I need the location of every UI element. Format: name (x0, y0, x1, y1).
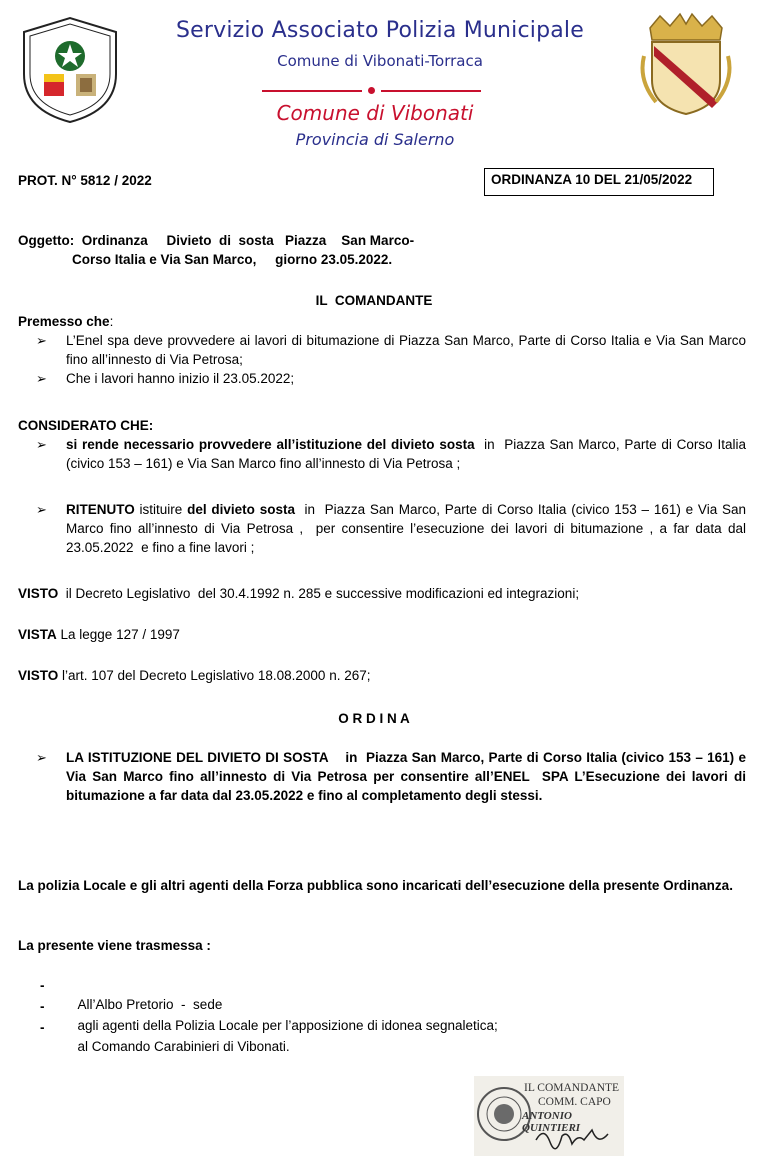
arrow-bullet-icon: ➢ (36, 437, 47, 452)
premesso-item-2-text: Che i lavori hanno inizio il 23.05.2022; (66, 371, 295, 386)
arrow-bullet-icon: ➢ (36, 750, 47, 765)
visto-art-label: VISTO (18, 668, 59, 683)
ritenuto-bold: del divieto sosta (187, 502, 295, 517)
arrow-bullet-icon: ➢ (36, 502, 47, 517)
signature-block (474, 1076, 624, 1156)
vista-text: La legge 127 / 1997 (56, 627, 180, 642)
left-logo (18, 14, 122, 126)
considerato-label: CONSIDERATO CHE: (18, 418, 154, 433)
handwritten-signature (532, 1122, 612, 1152)
dash-bullet-icon: - (40, 999, 45, 1014)
considerato-item-1-text: in Piazza San Marco, Parte di Corso Italia (civico 153 – 161) e Via San Marco fino all’innesto di Via Petrosa ; (66, 437, 750, 471)
signature-rank: COMM. CAPO (538, 1096, 611, 1108)
trasmessa-label: La presente viene trasmessa : (18, 938, 211, 953)
visto-text: il Decreto Legislativo del 30.4.1992 n. 285 e successive modificazioni ed integrazioni; (58, 586, 580, 601)
incaricati-paragraph: La polizia Locale e gli altri agenti della Forza pubblica sono incaricati dell’esecuzione della presente Ordinanza. (18, 878, 733, 893)
comandante-heading: IL COMANDANTE (315, 293, 433, 308)
premesso-label-text: Premesso che (18, 314, 110, 329)
signature-title: IL COMANDANTE (524, 1082, 620, 1094)
premesso-label: Premesso che: (18, 314, 114, 329)
protocol-number: PROT. N° 5812 / 2022 (18, 173, 152, 188)
ordinanza-reference-box: ORDINANZA 10 DEL 21/05/2022 (484, 168, 714, 196)
police-badge-icon (18, 14, 122, 126)
arrow-bullet-icon: ➢ (36, 333, 47, 348)
trasmessa-item-3 (40, 1018, 290, 1056)
visto-art-text: l’art. 107 del Decreto Legislativo 18.08.2000 n. 267; (58, 668, 371, 683)
vista-label: VISTA (18, 627, 57, 642)
arrow-bullet-icon: ➢ (36, 371, 47, 386)
ordina-item (36, 748, 750, 805)
ordina-heading: O R D I N A (338, 711, 410, 726)
trasmessa-item-1-text: All’Albo Pretorio - sede (77, 997, 223, 1012)
trasmessa-item-3-text: al Comando Carabinieri di Vibonati. (77, 1039, 290, 1054)
premesso-item-1 (36, 331, 746, 369)
considerato-item-1-bold: si rende necessario provvedere all’istituzione del divieto sosta (66, 437, 475, 452)
considerato-item-2 (36, 500, 750, 557)
ritenuto-mid: istituire (134, 502, 188, 517)
header-comune: Comune di Vibonati (276, 101, 474, 125)
considerato-item-1 (36, 435, 750, 473)
premesso-item-2 (36, 369, 746, 388)
ritenuto-text: in Piazza San Marco, Parte di Corso Italia (civico 153 – 161) e Via San Marco fino all’innesto di Via Petrosa , per consentire l’esecuzione dei lavori di bitumazione , a far data dal 23.05.2022 e fino a fine lavori ; (66, 502, 750, 555)
ordina-item-text: LA ISTITUZIONE DEL DIVIETO DI SOSTA in Piazza San Marco, Parte di Corso Italia (civico 153 – 161) e Via San Marco fino all’innesto di Via Petrosa per consentire all’ENEL SPA L’Esecuzione dei lavori di bitumazione a far data dal 23.05.2022 e fino al completamento degli stessi. (66, 750, 750, 803)
header-rule-left (262, 90, 362, 92)
header-provincia: Provincia di Salerno (295, 130, 455, 149)
vista-legge (18, 625, 180, 644)
ritenuto-label: RITENUTO (66, 502, 135, 517)
dash-bullet-icon: - (40, 978, 45, 993)
oggetto-line-2: Corso Italia e Via San Marco, giorno 23.05.2022. (72, 252, 393, 267)
visto-label: VISTO (18, 586, 59, 601)
signature-name: ANTONIO QUINTIERI (522, 1110, 581, 1134)
trasmessa-item-2-text: agli agenti della Polizia Locale per l’apposizione di idonea segnaletica; (77, 1018, 498, 1033)
dash-bullet-icon: - (40, 1020, 45, 1035)
right-logo (636, 10, 736, 118)
visto-art (18, 666, 370, 685)
header-title: Servizio Associato Polizia Municipale (176, 18, 584, 43)
coat-of-arms-icon (636, 10, 736, 118)
header-subtitle: Comune di Vibonati-Torraca (277, 52, 483, 70)
visto-decreto (18, 584, 579, 603)
header-rule-dot (368, 87, 375, 94)
header-rule-right (381, 90, 481, 92)
premesso-item-1-text: L’Enel spa deve provvedere ai lavori di bitumazione di Piazza San Marco, Parte di Corso Italia e Via San Marco fino all’innesto di Via Petrosa; (66, 333, 746, 367)
oggetto-line-1: Oggetto: Ordinanza Divieto di sosta Piazza San Marco- (18, 233, 415, 248)
